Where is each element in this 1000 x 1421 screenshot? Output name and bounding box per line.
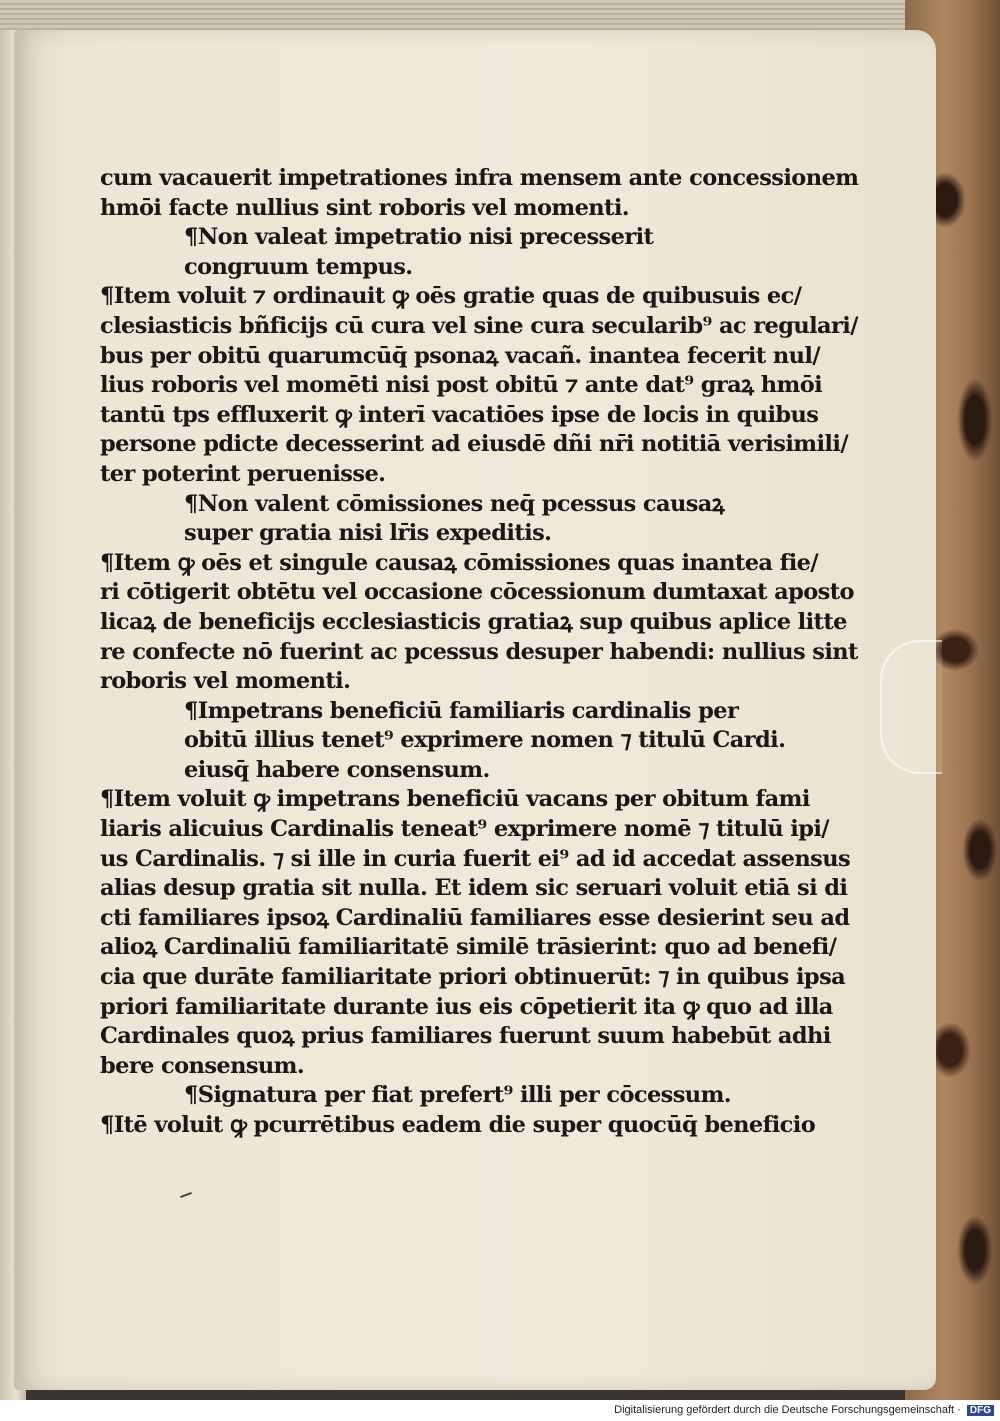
text-line: congruum tempus. <box>184 253 413 280</box>
text-line: lius roboris vel momēti nisi post obitū ⁊ ante dat⁹ graꝝ hmōi <box>100 372 823 399</box>
text-line: alias desup gratia sit nulla. Et idem sic seruari voluit etiā si di <box>100 875 848 902</box>
text-line: ¶Non valeat impetratio nisi precesserit <box>184 224 654 251</box>
dfg-logo: DFG <box>967 1405 994 1416</box>
text-line: ¶Impetrans beneficiū familiaris cardinalis per <box>184 697 739 724</box>
text-line: Cardinales quoꝝ prius familiares fuerunt suum habebūt adhi <box>100 1023 831 1050</box>
text-line: ¶Item voluit ꝙ impetrans beneficiū vacans per obitum fami <box>100 786 810 813</box>
footer-text: Digitalisierung gefördert durch die Deutsche Forschungsgemeinschaft · <box>614 1404 961 1416</box>
text-line: hmōi facte nullius sint roboris vel momenti. <box>100 194 630 221</box>
text-line: ¶Signatura per fiat prefert⁹ illi per cōcessum. <box>184 1082 732 1109</box>
text-line: bere consensum. <box>100 1052 305 1079</box>
text-line: licaꝝ de beneficijs ecclesiasticis gratiaꝝ sup quibus aplice litte <box>100 608 847 635</box>
text-line: bus per obitū quarumcūq̄ psonaꝝ vacañ. inantea fecerit nul/ <box>100 342 820 369</box>
text-line: clesiasticis bñficijs cū cura vel sine cura secularib⁹ ac regulari/ <box>100 312 858 339</box>
text-line: tantū tps effluxerit ꝙ interī vacatiōes ipse de locis in quibus <box>100 401 819 428</box>
text-line: roboris vel momenti. <box>100 668 351 695</box>
text-line: ¶Itē voluit ꝙ pcurrētibus eadem die super quocūq̄ beneficio <box>100 1112 816 1138</box>
text-line: super gratia nisi lr̄is expeditis. <box>184 520 552 547</box>
text-line: liaris alicuius Cardinalis teneat⁹ exprimere nomē ⁊ titulū ipi/ <box>100 816 829 843</box>
text-line: alioꝝ Cardinaliū familiaritatē similē trāsierint: quo ad benefi/ <box>100 934 837 961</box>
text-line: ter poterint peruenisse. <box>100 460 386 487</box>
text-line: ri cōtigerit obtētu vel occasione cōcessionum dumtaxat aposto <box>100 579 854 606</box>
text-line: ¶Item voluit ⁊ ordinauit ꝙ oēs gratie quas de quibusuis ec/ <box>100 283 802 310</box>
text-line: cia que durāte familiaritate priori obtinuerūt: ⁊ in quibus ipsa <box>100 964 846 991</box>
text-line: eiusq̄ habere consensum. <box>184 756 490 783</box>
footer-credit <box>0 1400 1000 1421</box>
text-line: ¶Non valent cōmissiones neq̄ pcessus causaꝝ <box>184 490 725 517</box>
text-line: persone pdicte decesserint ad eiusdē dñi nr̄i notitiā verisimili/ <box>100 431 848 458</box>
text-line: obitū illius tenet⁹ exprimere nomen ⁊ titulū Cardi. <box>184 727 786 754</box>
page-clip <box>880 640 942 774</box>
text-line: re confecte nō fuerint ac pcessus desuper habendi: nullius sint <box>100 638 858 665</box>
printed-text <box>100 164 859 1141</box>
text-line: cum vacauerit impetrationes infra mensem ante concessionem <box>100 165 859 191</box>
text-line: us Cardinalis. ⁊ si ille in curia fuerit ei⁹ ad id accedat assensus <box>100 845 851 872</box>
text-line: cti familiares ipsoꝝ Cardinaliū familiares esse desierint seu ad <box>100 904 850 931</box>
text-line: ¶Item ꝙ oēs et singule causaꝝ cōmissiones quas inantea fie/ <box>100 549 818 576</box>
text-line: priori familiaritate durante ius eis cōpetierit ita ꝙ quo ad illa <box>100 993 833 1020</box>
